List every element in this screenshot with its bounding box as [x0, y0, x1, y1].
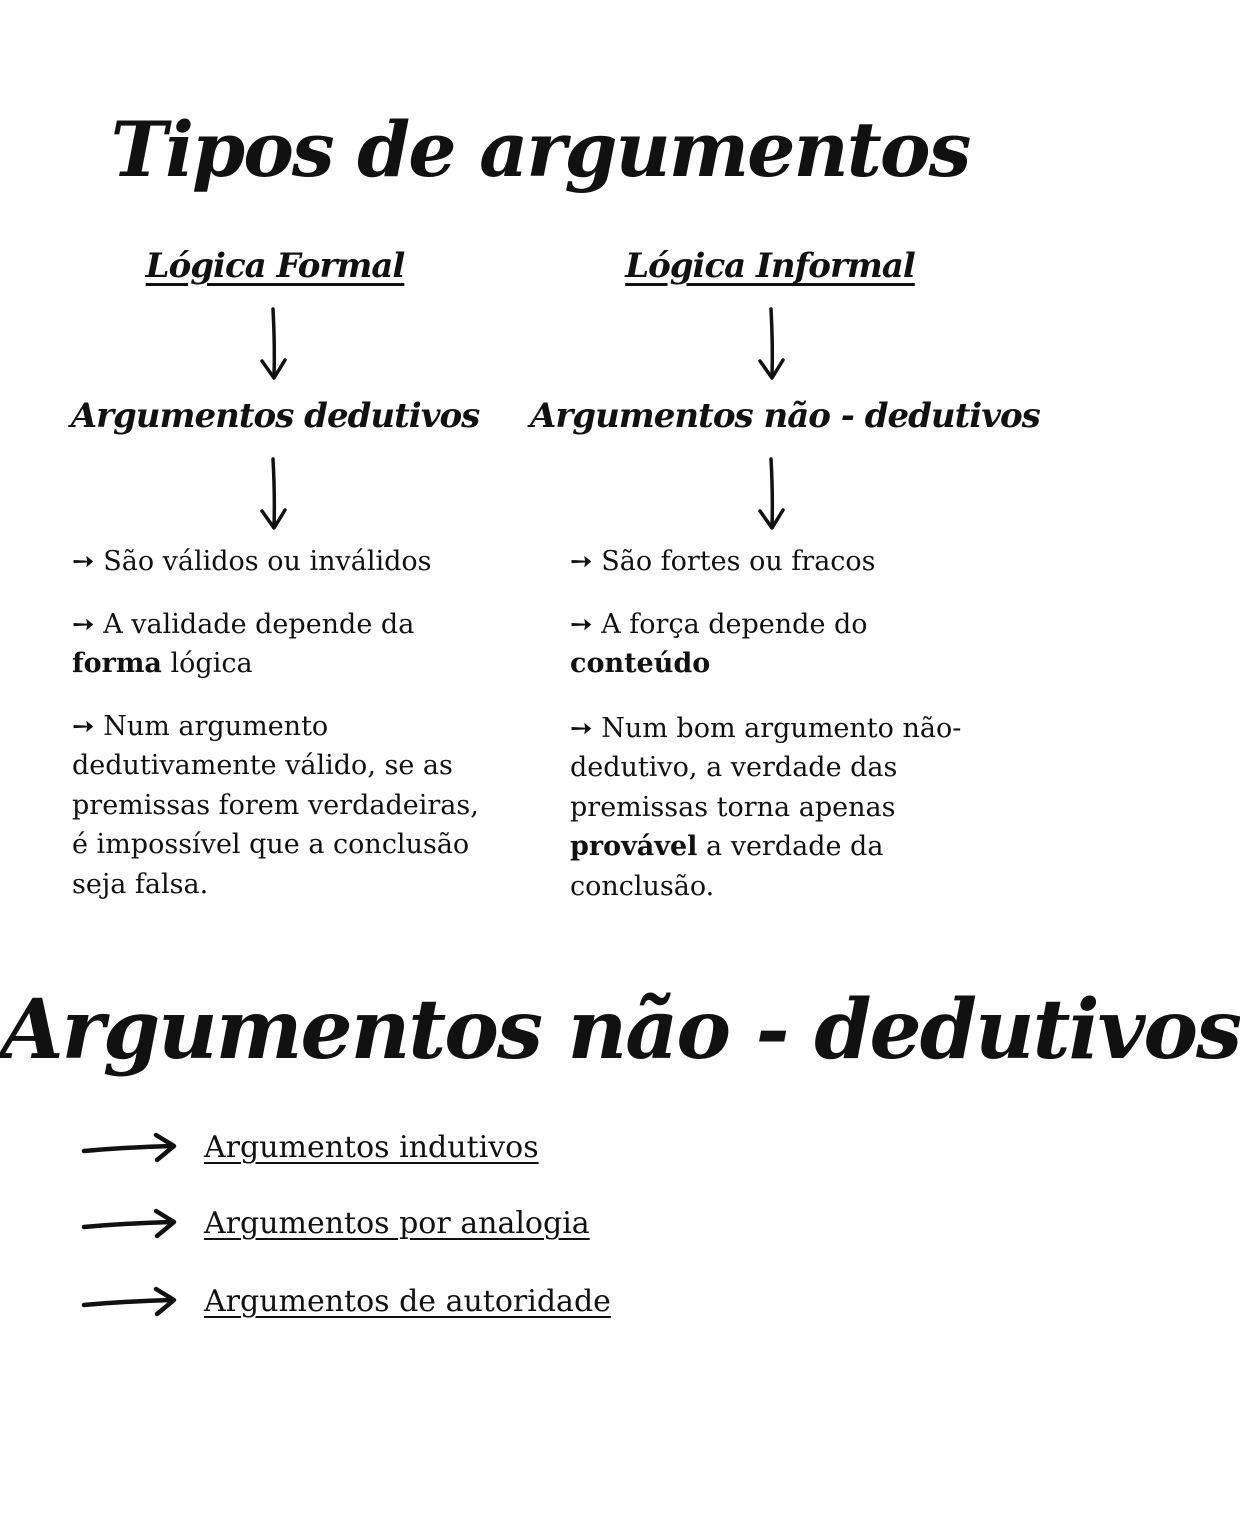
heading-logica-formal: Lógica Formal: [145, 246, 405, 286]
arrow-right-icon: [80, 1203, 184, 1243]
arrow-right-icon: [80, 1281, 184, 1321]
heading-logica-informal: Lógica Informal: [625, 246, 915, 286]
bullet-item: [570, 542, 1010, 582]
type-label-analogia: Argumentos por analogia: [204, 1205, 590, 1241]
arrow-right-icon: [80, 1127, 184, 1167]
bullet-arrow-icon: ➙: [570, 546, 593, 577]
type-label-autoridade: Argumentos de autoridade: [204, 1283, 611, 1319]
type-label-indutivos: Argumentos indutivos: [204, 1129, 539, 1165]
bullet-item: [72, 605, 502, 684]
arrow-down-icon: [254, 455, 294, 535]
bullet-item: [72, 542, 502, 582]
section-title: Argumentos não - dedutivos: [0, 982, 1240, 1078]
bullet-list-dedutivos: [72, 542, 502, 927]
bullet-arrow-icon: ➙: [72, 608, 95, 640]
arrow-down-icon: [752, 455, 792, 535]
bullet-text: São fortes ou fracos: [601, 546, 876, 577]
bullet-text: São válidos ou inválidos: [103, 546, 432, 577]
bullet-arrow-icon: ➙: [570, 712, 593, 744]
bullet-bold-text: conteúdo: [570, 648, 711, 679]
bullet-item: [570, 709, 1010, 907]
bullet-list-nao-dedutivos: [570, 542, 1010, 929]
bullet-item: [72, 707, 502, 905]
bullet-text: Num bom argumento não-dedutivo, a verdade das premissas torna apenas: [570, 712, 962, 823]
bullet-bold-text: provável: [570, 831, 698, 862]
subheading-argumentos-dedutivos: Argumentos dedutivos: [70, 396, 480, 436]
page-title: Tipos de argumentos: [110, 105, 970, 194]
bullet-text: a verdade da conclusão.: [570, 831, 884, 902]
list-item: [80, 1198, 590, 1248]
subheading-argumentos-nao-dedutivos: Argumentos não - dedutivos: [530, 396, 1040, 436]
list-item: [80, 1276, 611, 1326]
bullet-bold-text: forma: [72, 648, 162, 679]
bullet-text: A força depende do: [601, 608, 868, 640]
bullet-item: [570, 605, 1010, 684]
bullet-text: Num argumento dedutivamente válido, se as premissas forem verdadeiras, é impossível que a conclusão seja falsa.: [72, 710, 479, 900]
bullet-text: lógica: [170, 648, 253, 679]
arrow-down-icon: [254, 305, 294, 385]
bullet-text: A validade depende da: [103, 608, 415, 640]
list-item: [80, 1122, 539, 1172]
bullet-arrow-icon: ➙: [72, 546, 95, 577]
bullet-arrow-icon: ➙: [72, 710, 95, 742]
bullet-arrow-icon: ➙: [570, 608, 593, 640]
arrow-down-icon: [752, 305, 792, 385]
